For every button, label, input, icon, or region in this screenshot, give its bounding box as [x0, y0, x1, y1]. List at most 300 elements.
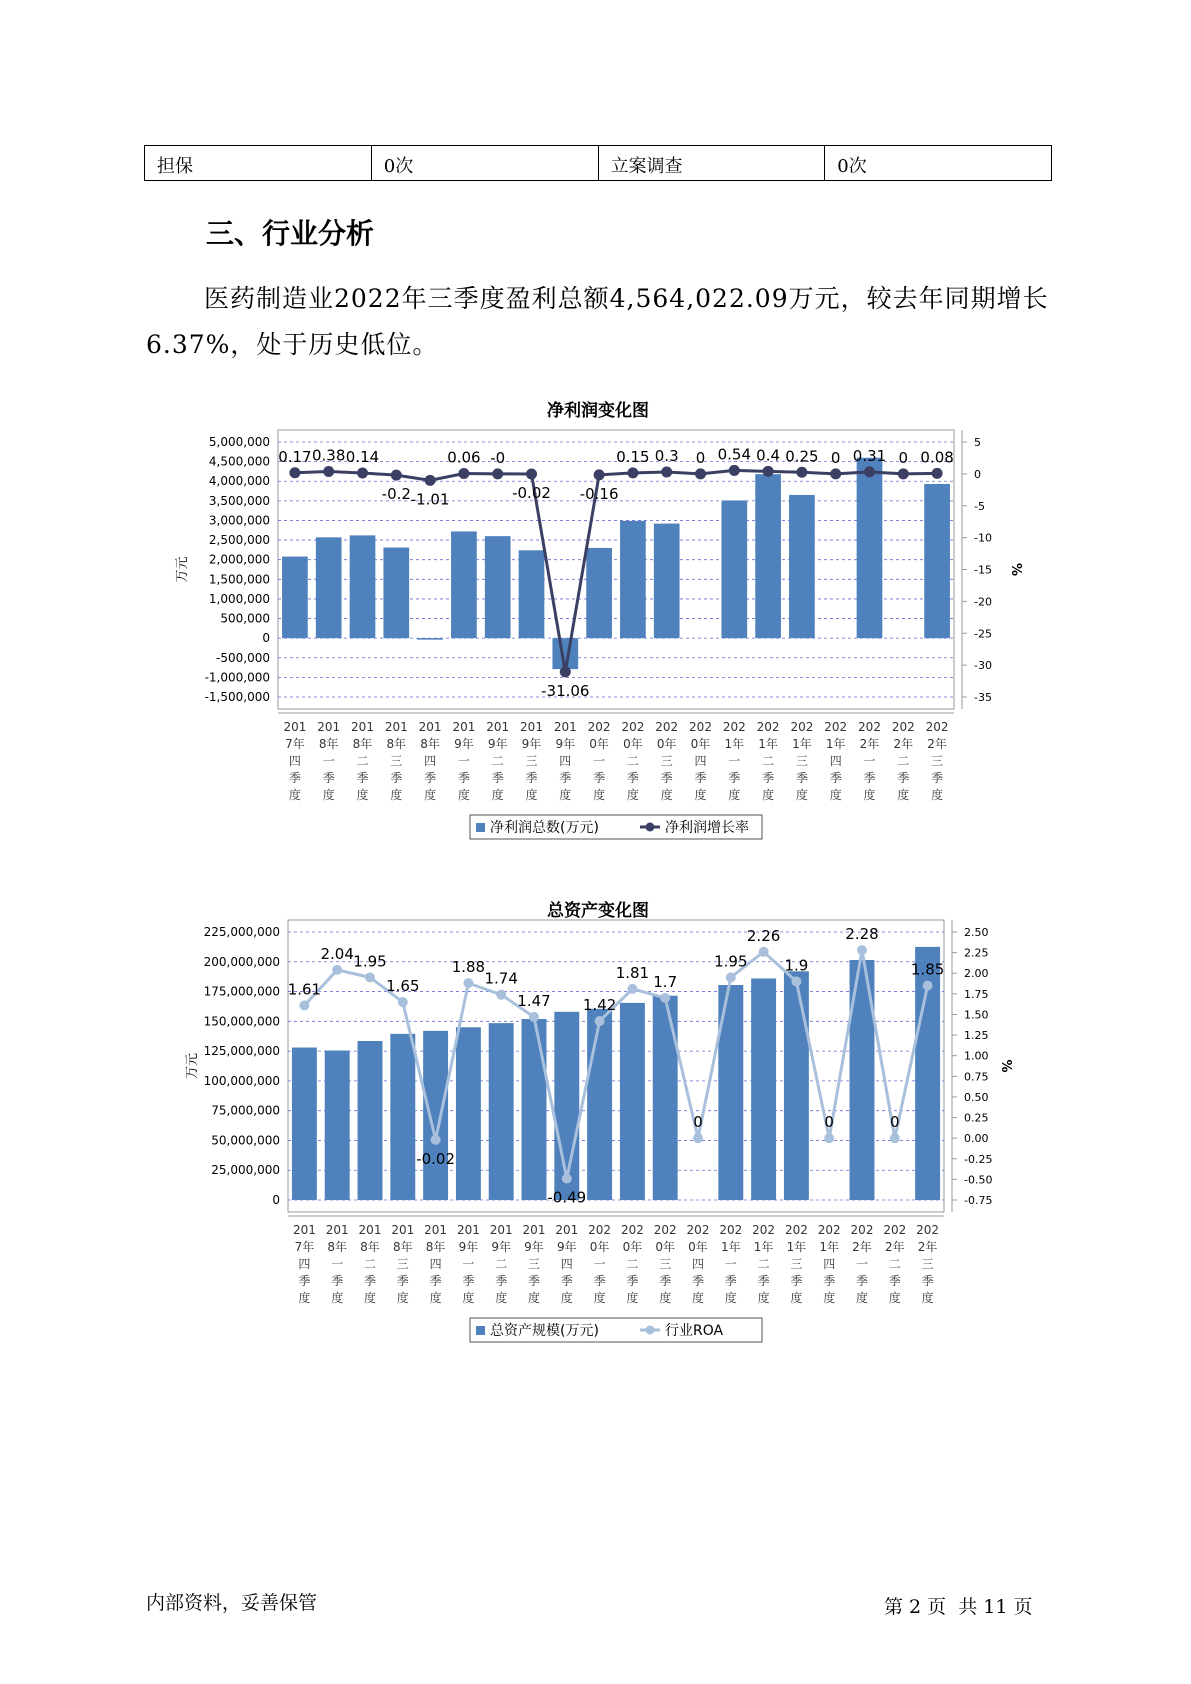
x-tick-label: 季	[356, 771, 369, 785]
x-tick-label: 度	[855, 1291, 869, 1305]
y-tick-label: 2,000,000	[208, 552, 270, 567]
x-tick-label: 8年	[318, 737, 339, 751]
bar	[485, 536, 511, 638]
line-marker	[726, 972, 736, 982]
x-tick-label: 一	[462, 1257, 475, 1271]
table-cell: 0次	[371, 146, 598, 181]
data-label: 1.47	[517, 991, 551, 1010]
x-tick-label: 度	[888, 1291, 901, 1305]
line-marker	[529, 1012, 539, 1022]
y-tick-label: -1,000,000	[204, 670, 270, 685]
x-tick-label: 度	[728, 788, 741, 802]
x-tick-label: 202	[588, 1223, 612, 1237]
x-tick-label: 201	[283, 720, 307, 734]
line-marker	[323, 466, 334, 477]
y-tick-label: 0	[262, 631, 270, 646]
x-tick-label: 季	[855, 1274, 869, 1288]
x-tick-label: 季	[823, 1274, 836, 1288]
x-tick-label: 季	[829, 771, 842, 785]
x-tick-label: 季	[694, 771, 707, 785]
section-paragraph: 医药制造业2022年三季度盈利总额4,564,022.09万元，较去年同期增长6.37%，处于历史低位。	[146, 284, 1049, 359]
x-tick-label: 度	[559, 788, 572, 802]
table-cell: 0次	[825, 146, 1052, 181]
x-tick-label: 8年	[425, 1240, 446, 1254]
x-tick-label: 一	[863, 754, 876, 768]
data-label: -0.02	[512, 484, 551, 503]
bar	[620, 1003, 645, 1200]
chart-title-net-profit: 净利润变化图	[547, 401, 649, 421]
x-tick-label: 0年	[690, 737, 711, 751]
y2-tick-label: -0.50	[964, 1173, 993, 1187]
x-tick-label: 三	[525, 754, 538, 768]
line-marker	[695, 468, 706, 479]
line-marker	[824, 1133, 834, 1143]
x-tick-label: 季	[331, 1274, 344, 1288]
x-tick-label: 度	[795, 788, 808, 802]
x-tick-label: 202	[587, 720, 611, 734]
bar	[358, 1041, 383, 1200]
x-tick-label: 202	[655, 720, 679, 734]
x-tick-label: 二	[626, 1257, 639, 1271]
x-tick-label: 8年	[352, 737, 373, 751]
x-tick-label: 度	[457, 788, 470, 802]
y2-tick-label: -5	[974, 499, 985, 513]
line-marker	[627, 984, 637, 994]
x-tick-label: 度	[424, 788, 437, 802]
line-marker	[560, 666, 571, 677]
x-tick-label: 8年	[386, 737, 407, 751]
table-cell: 担保	[145, 146, 372, 181]
x-tick-label: 201	[486, 720, 510, 734]
line-marker	[398, 997, 408, 1007]
data-label: 0.17	[278, 447, 312, 466]
x-tick-label: 202	[824, 720, 848, 734]
x-tick-label: 季	[457, 771, 470, 785]
bar	[587, 1009, 612, 1200]
x-tick-label: 201	[358, 1223, 382, 1237]
y2-tick-label: 2.25	[964, 946, 989, 960]
x-tick-label: 9年	[556, 1240, 577, 1254]
line-marker	[425, 475, 436, 486]
y-tick-label: -500,000	[216, 650, 270, 665]
x-tick-label: 202	[756, 720, 780, 734]
y2-axis-title: %	[998, 1059, 1013, 1073]
x-tick-label: 202	[817, 1223, 841, 1237]
x-tick-label: 季	[724, 1274, 737, 1288]
data-label: 0.06	[447, 448, 481, 467]
section-title: 三、行业分析	[206, 217, 375, 250]
total-assets-chart	[0, 920, 1191, 1360]
x-tick-label: 1年	[825, 737, 846, 751]
x-tick-label: 一	[724, 1257, 737, 1271]
x-tick-label: 202	[722, 720, 746, 734]
bar	[857, 458, 883, 638]
x-tick-label: 1年	[819, 1240, 840, 1254]
x-tick-label: 202	[752, 1223, 776, 1237]
data-label: 1.9	[784, 956, 809, 975]
x-tick-label: 季	[363, 1274, 377, 1288]
table-row	[145, 146, 1052, 181]
x-tick-label: 季	[757, 1274, 770, 1288]
y-tick-label: 0	[272, 1193, 280, 1207]
x-tick-label: 度	[691, 1291, 705, 1305]
x-tick-label: 202	[883, 1223, 907, 1237]
x-tick-label: 度	[823, 1291, 836, 1305]
y-tick-label: 150,000,000	[203, 1014, 280, 1029]
x-tick-label: 季	[462, 1274, 475, 1288]
line-marker	[923, 981, 933, 991]
y-tick-label: 200,000,000	[203, 954, 280, 969]
x-tick-label: 二	[495, 1257, 508, 1271]
data-label: -0.02	[416, 1149, 456, 1168]
x-tick-label: 季	[790, 1274, 803, 1288]
y2-tick-label: -35	[974, 691, 992, 704]
bar	[451, 531, 477, 638]
y-tick-label: 1,500,000	[208, 572, 270, 587]
x-tick-label: 季	[525, 771, 538, 785]
data-label: 2.04	[320, 944, 354, 963]
data-label: 0.3	[654, 446, 679, 465]
line-marker	[759, 947, 769, 957]
x-tick-label: 二	[888, 1257, 901, 1271]
x-tick-label: 季	[921, 1274, 934, 1288]
x-tick-label: 202	[925, 720, 949, 734]
x-tick-label: 三	[659, 1257, 672, 1271]
x-tick-label: 度	[921, 1291, 934, 1305]
data-label: 1.88	[451, 958, 486, 977]
y2-tick-label: 1.75	[964, 987, 989, 1001]
line-marker	[458, 468, 469, 479]
x-tick-label: 度	[390, 788, 403, 802]
data-label: -0.2	[381, 485, 411, 504]
data-label: 1.7	[653, 972, 678, 991]
x-tick-label: 一	[457, 754, 470, 768]
x-tick-label: 201	[522, 1223, 546, 1237]
x-tick-label: 202	[686, 1223, 710, 1237]
bar	[325, 1051, 350, 1200]
bar	[350, 535, 376, 638]
y-tick-label: 1,000,000	[208, 591, 270, 606]
x-tick-label: 季	[298, 1274, 311, 1288]
y-tick-label: 4,500,000	[208, 454, 270, 469]
data-label: 1.61	[287, 980, 322, 999]
x-tick-label: 9年	[521, 737, 542, 751]
x-tick-label: 0年	[688, 1240, 708, 1254]
chart-title-total-assets: 总资产变化图	[547, 901, 649, 921]
x-tick-label: 度	[495, 1291, 508, 1305]
x-tick-label: 201	[292, 1223, 316, 1237]
bar	[721, 500, 747, 638]
x-tick-label: 8年	[392, 1240, 413, 1254]
x-tick-label: 201	[424, 1223, 448, 1237]
x-tick-label: 季	[527, 1274, 541, 1288]
x-tick-label: 二	[626, 754, 639, 768]
x-tick-label: 度	[396, 1291, 409, 1305]
line-marker	[932, 468, 943, 479]
x-tick-label: 1年	[724, 737, 745, 751]
data-label: 0	[695, 448, 706, 467]
x-tick-label: 季	[863, 771, 876, 785]
y2-tick-label: -0.25	[964, 1152, 993, 1166]
bar	[755, 474, 781, 638]
x-tick-label: 0年	[589, 737, 609, 751]
x-tick-label: 度	[593, 788, 606, 802]
line-marker	[463, 978, 473, 988]
x-tick-label: 0年	[589, 1240, 610, 1254]
x-tick-label: 季	[659, 1274, 672, 1288]
legend-bar-swatch	[476, 823, 485, 832]
x-tick-label: 9年	[524, 1240, 544, 1254]
x-tick-label: 201	[553, 720, 577, 734]
line-marker	[289, 467, 300, 478]
y2-tick-label: 0.75	[964, 1070, 989, 1084]
x-tick-label: 201	[456, 1223, 480, 1237]
x-tick-label: 度	[762, 788, 775, 802]
data-label: 0.54	[717, 445, 752, 464]
data-label: -1.01	[410, 490, 450, 509]
line-marker	[796, 467, 807, 478]
x-tick-label: 三	[921, 1257, 934, 1271]
x-tick-label: 季	[396, 1274, 409, 1288]
x-tick-label: 度	[863, 788, 876, 802]
x-tick-label: 度	[298, 1291, 311, 1305]
x-tick-label: 8年	[420, 737, 440, 751]
x-tick-label: 度	[659, 1291, 672, 1305]
data-label: 0	[898, 448, 909, 467]
line-marker	[365, 972, 375, 982]
data-label: 1.95	[353, 952, 387, 971]
x-tick-label: 度	[931, 788, 944, 802]
y2-tick-label: 1.25	[964, 1029, 989, 1043]
line-marker	[763, 466, 774, 477]
x-tick-label: 季	[897, 771, 910, 785]
x-tick-label: 季	[728, 771, 741, 785]
x-tick-label: 度	[829, 788, 842, 802]
x-tick-label: 2年	[859, 737, 880, 751]
x-tick-label: 度	[363, 1291, 377, 1305]
data-label: 1.81	[615, 963, 650, 982]
y-tick-label: 2,500,000	[208, 533, 270, 548]
x-tick-label: 四	[424, 754, 437, 768]
x-tick-label: 度	[757, 1291, 770, 1305]
x-tick-label: 二	[363, 1257, 377, 1271]
bar	[653, 996, 678, 1200]
y-tick-label: 25,000,000	[211, 1163, 280, 1178]
data-label: 0.31	[852, 446, 887, 465]
y-tick-label: -1,500,000	[204, 690, 270, 704]
data-label: 1.42	[582, 996, 617, 1015]
x-tick-label: 2年	[852, 1240, 872, 1254]
x-tick-label: 0年	[622, 1240, 643, 1254]
x-tick-label: 度	[429, 1291, 442, 1305]
line-marker	[729, 465, 740, 476]
x-tick-label: 季	[626, 771, 639, 785]
data-label: 1.95	[714, 952, 748, 971]
y-tick-label: 75,000,000	[211, 1103, 280, 1118]
data-label: 0.15	[616, 447, 650, 466]
legend-label: 总资产规模(万元)	[490, 1323, 599, 1339]
data-label: 0.25	[785, 447, 819, 466]
x-tick-label: 四	[829, 754, 842, 768]
x-tick-label: 0年	[623, 737, 643, 751]
bar	[784, 971, 809, 1200]
line-marker	[693, 1133, 703, 1143]
y-axis-title: 万元	[185, 1052, 200, 1080]
x-tick-label: 201	[489, 1223, 513, 1237]
y2-tick-label: -20	[974, 595, 992, 609]
x-tick-label: 季	[888, 1274, 901, 1288]
x-tick-label: 201	[391, 1223, 415, 1237]
line-marker	[857, 945, 867, 955]
line-marker	[627, 467, 638, 478]
x-tick-label: 三	[390, 754, 403, 768]
info-table	[144, 145, 1052, 181]
data-label: 0.08	[920, 448, 954, 467]
x-tick-label: 201	[520, 720, 543, 734]
line-marker	[661, 466, 672, 477]
bar	[489, 1023, 514, 1200]
x-tick-label: 四	[560, 1257, 573, 1271]
x-tick-label: 季	[795, 771, 808, 785]
x-tick-label: 度	[560, 1291, 573, 1305]
x-tick-label: 度	[331, 1291, 344, 1305]
x-tick-label: 202	[790, 720, 814, 734]
x-tick-label: 2年	[917, 1240, 938, 1254]
y2-tick-label: -10	[974, 531, 992, 545]
data-label: -0.16	[579, 484, 619, 503]
data-label: 0	[824, 1113, 834, 1132]
y2-axis-title: %	[1008, 562, 1023, 577]
line-marker	[791, 976, 801, 986]
x-tick-label: 季	[626, 1274, 639, 1288]
data-label: 1.74	[484, 969, 518, 988]
data-label: 1.65	[386, 977, 420, 996]
line-marker	[492, 468, 503, 479]
y2-tick-label: 0.00	[964, 1132, 989, 1146]
y-tick-label: 125,000,000	[203, 1044, 280, 1059]
x-tick-label: 四	[429, 1257, 442, 1271]
x-tick-label: 9年	[454, 737, 474, 751]
data-label: -0	[490, 448, 506, 467]
x-tick-label: 一	[322, 754, 335, 768]
x-tick-label: 季	[424, 771, 437, 785]
y2-tick-label: 0.50	[964, 1090, 989, 1104]
x-tick-label: 三	[527, 1257, 541, 1271]
line-marker	[496, 990, 506, 1000]
x-tick-label: 202	[719, 1223, 743, 1237]
bar	[751, 978, 776, 1200]
y2-tick-label: -15	[974, 563, 992, 577]
x-tick-label: 202	[850, 1223, 874, 1237]
x-tick-label: 1年	[753, 1240, 774, 1254]
x-tick-label: 季	[495, 1274, 508, 1288]
x-tick-label: 三	[396, 1257, 409, 1271]
table-cell: 立案调查	[598, 146, 825, 181]
x-tick-label: 0年	[656, 737, 677, 751]
legend-line-marker	[646, 823, 655, 832]
bar	[423, 1031, 448, 1200]
x-tick-label: 2年	[884, 1240, 905, 1254]
y-tick-label: 5,000,000	[208, 435, 270, 449]
x-tick-label: 9年	[555, 737, 576, 751]
x-tick-label: 度	[660, 788, 673, 802]
data-label: 0	[693, 1113, 703, 1132]
x-tick-label: 三	[790, 1257, 803, 1271]
line-marker	[830, 468, 841, 479]
x-tick-label: 四	[694, 754, 707, 768]
x-tick-label: 202	[689, 720, 712, 734]
data-label: 0	[830, 448, 841, 467]
x-tick-label: 度	[491, 788, 504, 802]
x-tick-label: 201	[452, 720, 476, 734]
x-tick-label: 2年	[927, 737, 947, 751]
x-tick-label: 7年	[285, 737, 305, 751]
bar	[654, 524, 680, 639]
line-marker	[890, 1133, 900, 1143]
y2-tick-label: 0.25	[964, 1111, 989, 1125]
x-tick-label: 度	[626, 1291, 639, 1305]
bar	[519, 550, 545, 638]
x-tick-label: 季	[559, 771, 572, 785]
x-tick-label: 201	[555, 1223, 579, 1237]
x-tick-label: 9年	[491, 1240, 512, 1254]
x-tick-label: 季	[560, 1274, 573, 1288]
line-marker	[594, 469, 605, 480]
line-marker	[898, 468, 909, 479]
line-marker	[357, 467, 368, 478]
x-tick-label: 度	[626, 788, 639, 802]
x-tick-label: 季	[288, 771, 301, 785]
y2-tick-label: 2.00	[964, 967, 989, 981]
bar	[924, 484, 950, 638]
x-tick-label: 202	[916, 1223, 940, 1237]
x-tick-label: 8年	[360, 1240, 380, 1254]
x-tick-label: 季	[660, 771, 673, 785]
x-tick-label: 201	[325, 1223, 349, 1237]
y-axis-title: 万元	[175, 556, 190, 583]
y2-tick-label: -25	[974, 627, 992, 641]
y-tick-label: 4,000,000	[208, 474, 270, 489]
x-tick-label: 2年	[893, 737, 914, 751]
bar	[456, 1027, 481, 1200]
y-tick-label: 225,000,000	[203, 925, 280, 939]
x-tick-label: 四	[559, 754, 572, 768]
x-tick-label: 度	[462, 1291, 475, 1305]
x-tick-label: 202	[891, 720, 915, 734]
x-tick-label: 季	[691, 1274, 705, 1288]
x-tick-label: 201	[317, 720, 341, 734]
y-tick-label: 3,000,000	[208, 513, 270, 528]
x-tick-label: 1年	[758, 737, 778, 751]
line-marker	[431, 1135, 441, 1145]
x-tick-label: 四	[823, 1257, 836, 1271]
x-tick-label: 1年	[720, 1240, 741, 1254]
x-tick-label: 季	[762, 771, 775, 785]
x-tick-label: 度	[527, 1291, 541, 1305]
line-marker	[391, 470, 402, 481]
x-tick-label: 四	[288, 754, 301, 768]
bar	[620, 521, 646, 638]
x-tick-label: 201	[384, 720, 408, 734]
x-tick-label: 度	[897, 788, 910, 802]
data-label: 2.26	[746, 926, 781, 945]
x-tick-label: 二	[757, 1257, 770, 1271]
bar	[390, 1034, 415, 1200]
x-tick-label: 9年	[458, 1240, 479, 1254]
y-tick-label: 175,000,000	[203, 984, 280, 999]
line-marker	[595, 1016, 605, 1026]
line-marker	[332, 965, 342, 975]
